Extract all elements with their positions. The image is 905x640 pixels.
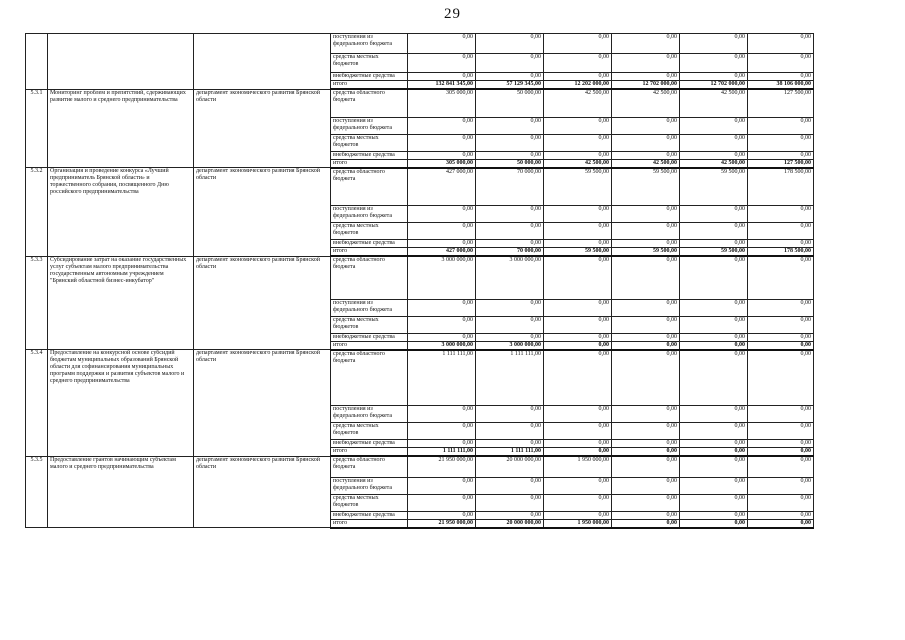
amount-cell: 0,00: [476, 511, 544, 519]
amount-cell: 0,00: [544, 151, 612, 159]
amount-cell: 0,00: [680, 240, 748, 248]
funding-source: средства местных бюджетов: [331, 494, 408, 511]
funding-source: средства местных бюджетов: [331, 134, 408, 151]
funding-source: внебюджетные средства: [331, 240, 408, 248]
amount-cell: 59 500,00: [680, 248, 748, 257]
amount-cell: 0,00: [748, 299, 814, 316]
amount-cell: 0,00: [680, 511, 748, 519]
amount-cell: 0,00: [544, 406, 612, 423]
amount-cell: 0,00: [612, 456, 680, 477]
activity-name: Мониторинг проблем и препятствий, сдерживающих развитие малого и среднего предпринимательства: [48, 89, 194, 168]
amount-cell: 0,00: [476, 423, 544, 440]
amount-cell: 0,00: [544, 223, 612, 240]
activity-code: 5.3.4: [26, 350, 48, 457]
amount-cell: 0,00: [408, 34, 476, 54]
amount-cell: 0,00: [476, 54, 544, 73]
amount-cell: 0,00: [748, 117, 814, 134]
amount-cell: 0,00: [476, 240, 544, 248]
amount-cell: 0,00: [612, 151, 680, 159]
amount-cell: 0,00: [680, 440, 748, 448]
activity-code: 5.3.5: [26, 456, 48, 528]
amount-cell: 305 000,00: [408, 89, 476, 117]
executor: департамент экономического развития Брянской области: [194, 168, 331, 257]
budget-table: [25, 33, 814, 529]
executor: департамент экономического развития Брянской области: [194, 256, 331, 350]
amount-cell: 0,00: [680, 519, 748, 528]
amount-cell: 0,00: [612, 440, 680, 448]
amount-cell: 0,00: [544, 73, 612, 81]
amount-cell: 59 500,00: [680, 168, 748, 206]
amount-cell: 0,00: [408, 151, 476, 159]
amount-cell: 42 500,00: [680, 89, 748, 117]
amount-cell: 132 841 345,00: [408, 81, 476, 90]
amount-cell: 0,00: [476, 223, 544, 240]
amount-cell: 0,00: [680, 350, 748, 406]
amount-cell: 0,00: [748, 54, 814, 73]
amount-cell: 0,00: [408, 117, 476, 134]
amount-cell: 0,00: [544, 299, 612, 316]
table-row: [26, 89, 814, 117]
activity-name: Предоставление на конкурсной основе субсидий бюджетам муниципальных образований Брянской области для софинансирования муниципальных программ поддержки и развития субъектов малого и среднего предпринимательства: [48, 350, 194, 457]
amount-cell: 38 106 000,00: [748, 81, 814, 90]
amount-cell: 0,00: [408, 240, 476, 248]
executor: [194, 34, 331, 90]
amount-cell: 50 000,00: [476, 89, 544, 117]
funding-source: внебюджетные средства: [331, 73, 408, 81]
amount-cell: 0,00: [612, 511, 680, 519]
amount-cell: 0,00: [408, 423, 476, 440]
amount-cell: 0,00: [612, 256, 680, 299]
amount-cell: 0,00: [544, 117, 612, 134]
table-row: [26, 256, 814, 299]
amount-cell: 57 129 345,00: [476, 81, 544, 90]
amount-cell: 0,00: [748, 456, 814, 477]
amount-cell: 12 702 000,00: [612, 81, 680, 90]
funding-source: внебюджетные средства: [331, 511, 408, 519]
amount-cell: 1 111 111,00: [408, 350, 476, 406]
amount-cell: 0,00: [748, 494, 814, 511]
amount-cell: 0,00: [748, 350, 814, 406]
amount-cell: 427 000,00: [408, 168, 476, 206]
table-row: [26, 350, 814, 406]
amount-cell: 0,00: [408, 494, 476, 511]
amount-cell: 42 500,00: [612, 159, 680, 168]
amount-cell: 0,00: [612, 477, 680, 494]
amount-cell: 0,00: [612, 223, 680, 240]
amount-cell: 0,00: [680, 34, 748, 54]
funding-source: средства областного бюджета: [331, 256, 408, 299]
amount-cell: 0,00: [612, 406, 680, 423]
funding-source: итого: [331, 159, 408, 168]
amount-cell: 127 500,00: [748, 159, 814, 168]
amount-cell: 21 950 000,00: [408, 519, 476, 528]
funding-source: итого: [331, 248, 408, 257]
amount-cell: 0,00: [612, 54, 680, 73]
activity-name: Предоставление грантов начинающим субъектам малого и среднего предпринимательства: [48, 456, 194, 528]
amount-cell: 0,00: [408, 333, 476, 341]
amount-cell: 0,00: [680, 256, 748, 299]
amount-cell: 0,00: [680, 151, 748, 159]
amount-cell: 70 000,00: [476, 168, 544, 206]
amount-cell: 0,00: [612, 316, 680, 333]
funding-source: поступления из федерального бюджета: [331, 477, 408, 494]
amount-cell: 1 111 111,00: [476, 350, 544, 406]
amount-cell: 0,00: [612, 494, 680, 511]
amount-cell: 0,00: [680, 341, 748, 350]
activity-name: Субсидирование затрат на оказание государственных услуг субъектам малого предпринимательства государственным автономным учреждением "Брянский областной бизнес-инкубатор": [48, 256, 194, 350]
amount-cell: 0,00: [476, 299, 544, 316]
amount-cell: 0,00: [544, 134, 612, 151]
funding-source: средства местных бюджетов: [331, 54, 408, 73]
amount-cell: 0,00: [408, 223, 476, 240]
table-row: [26, 168, 814, 206]
amount-cell: 0,00: [680, 117, 748, 134]
amount-cell: 0,00: [680, 456, 748, 477]
amount-cell: 0,00: [680, 134, 748, 151]
funding-source: средства областного бюджета: [331, 89, 408, 117]
amount-cell: 0,00: [748, 477, 814, 494]
amount-cell: 0,00: [748, 223, 814, 240]
amount-cell: 3 000 000,00: [408, 256, 476, 299]
amount-cell: 0,00: [748, 151, 814, 159]
amount-cell: 0,00: [680, 299, 748, 316]
amount-cell: 0,00: [612, 423, 680, 440]
amount-cell: 0,00: [476, 477, 544, 494]
funding-source: итого: [331, 81, 408, 90]
amount-cell: 0,00: [748, 73, 814, 81]
amount-cell: 0,00: [476, 494, 544, 511]
executor: департамент экономического развития Брянской области: [194, 89, 331, 168]
amount-cell: 178 500,00: [748, 168, 814, 206]
amount-cell: 0,00: [680, 406, 748, 423]
amount-cell: 1 111 111,00: [408, 448, 476, 457]
amount-cell: 0,00: [544, 440, 612, 448]
amount-cell: 0,00: [612, 117, 680, 134]
amount-cell: 0,00: [748, 511, 814, 519]
amount-cell: 0,00: [680, 223, 748, 240]
amount-cell: 0,00: [748, 423, 814, 440]
amount-cell: 42 500,00: [612, 89, 680, 117]
funding-source: внебюджетные средства: [331, 333, 408, 341]
amount-cell: 0,00: [748, 519, 814, 528]
amount-cell: 0,00: [680, 448, 748, 457]
amount-cell: 0,00: [748, 406, 814, 423]
amount-cell: 59 500,00: [612, 168, 680, 206]
amount-cell: 0,00: [408, 54, 476, 73]
amount-cell: 0,00: [544, 206, 612, 223]
amount-cell: 1 950 000,00: [544, 519, 612, 528]
funding-source: поступления из федерального бюджета: [331, 299, 408, 316]
amount-cell: 0,00: [680, 494, 748, 511]
amount-cell: 0,00: [748, 316, 814, 333]
amount-cell: 0,00: [476, 316, 544, 333]
amount-cell: 0,00: [476, 206, 544, 223]
amount-cell: 0,00: [612, 206, 680, 223]
amount-cell: 0,00: [544, 240, 612, 248]
amount-cell: 70 000,00: [476, 248, 544, 257]
amount-cell: 305 000,00: [408, 159, 476, 168]
amount-cell: 0,00: [544, 34, 612, 54]
amount-cell: 0,00: [748, 341, 814, 350]
activity-code: [26, 34, 48, 90]
amount-cell: 0,00: [476, 134, 544, 151]
funding-source: внебюджетные средства: [331, 440, 408, 448]
funding-source: поступления из федерального бюджета: [331, 34, 408, 54]
amount-cell: 0,00: [544, 494, 612, 511]
amount-cell: 50 000,00: [476, 159, 544, 168]
amount-cell: 0,00: [544, 341, 612, 350]
amount-cell: 0,00: [680, 333, 748, 341]
amount-cell: 0,00: [408, 477, 476, 494]
amount-cell: 1 111 111,00: [476, 448, 544, 457]
amount-cell: 59 500,00: [544, 168, 612, 206]
funding-source: средства местных бюджетов: [331, 223, 408, 240]
amount-cell: 3 000 000,00: [408, 341, 476, 350]
activity-code: 5.3.3: [26, 256, 48, 350]
amount-cell: 20 000 000,00: [476, 519, 544, 528]
amount-cell: 178 500,00: [748, 248, 814, 257]
table-row: [26, 34, 814, 54]
amount-cell: 0,00: [544, 448, 612, 457]
amount-cell: 3 000 000,00: [476, 341, 544, 350]
amount-cell: 0,00: [476, 151, 544, 159]
amount-cell: 42 500,00: [680, 159, 748, 168]
amount-cell: 0,00: [612, 448, 680, 457]
amount-cell: 0,00: [748, 448, 814, 457]
funding-source: поступления из федерального бюджета: [331, 206, 408, 223]
funding-source: итого: [331, 519, 408, 528]
executor: департамент экономического развития Брянской области: [194, 456, 331, 528]
amount-cell: 0,00: [408, 511, 476, 519]
amount-cell: 0,00: [612, 350, 680, 406]
amount-cell: 0,00: [612, 134, 680, 151]
amount-cell: 0,00: [680, 54, 748, 73]
amount-cell: 20 000 000,00: [476, 456, 544, 477]
amount-cell: 0,00: [408, 299, 476, 316]
amount-cell: 0,00: [748, 34, 814, 54]
amount-cell: 0,00: [544, 256, 612, 299]
amount-cell: 0,00: [544, 350, 612, 406]
amount-cell: 0,00: [476, 406, 544, 423]
funding-source: внебюджетные средства: [331, 151, 408, 159]
amount-cell: 0,00: [408, 134, 476, 151]
amount-cell: 0,00: [680, 73, 748, 81]
funding-source: средства областного бюджета: [331, 456, 408, 477]
amount-cell: 0,00: [476, 73, 544, 81]
amount-cell: 0,00: [544, 511, 612, 519]
activity-name: Организация и проведение конкурса «Лучший предприниматель Брянской области» и торжественного собрания, посвященного Дню российского предпринимательства: [48, 168, 194, 257]
executor: департамент экономического развития Брянской области: [194, 350, 331, 457]
funding-source: итого: [331, 341, 408, 350]
amount-cell: 0,00: [680, 423, 748, 440]
amount-cell: 0,00: [612, 34, 680, 54]
amount-cell: 0,00: [612, 519, 680, 528]
amount-cell: 0,00: [476, 440, 544, 448]
funding-source: итого: [331, 448, 408, 457]
amount-cell: 3 000 000,00: [476, 256, 544, 299]
amount-cell: 0,00: [612, 299, 680, 316]
amount-cell: 0,00: [612, 341, 680, 350]
amount-cell: 0,00: [408, 440, 476, 448]
amount-cell: 12 202 000,00: [544, 81, 612, 90]
amount-cell: 0,00: [408, 73, 476, 81]
amount-cell: 0,00: [408, 206, 476, 223]
amount-cell: 0,00: [748, 333, 814, 341]
amount-cell: 0,00: [748, 134, 814, 151]
amount-cell: 0,00: [748, 256, 814, 299]
activity-name: [48, 34, 194, 90]
amount-cell: 0,00: [476, 34, 544, 54]
amount-cell: 0,00: [408, 406, 476, 423]
amount-cell: 0,00: [612, 73, 680, 81]
amount-cell: 0,00: [544, 477, 612, 494]
amount-cell: 0,00: [612, 333, 680, 341]
amount-cell: 1 950 000,00: [544, 456, 612, 477]
funding-source: поступления из федерального бюджета: [331, 406, 408, 423]
amount-cell: 59 500,00: [544, 248, 612, 257]
funding-source: средства областного бюджета: [331, 168, 408, 206]
funding-source: средства местных бюджетов: [331, 316, 408, 333]
amount-cell: 0,00: [612, 240, 680, 248]
amount-cell: 0,00: [476, 117, 544, 134]
amount-cell: 0,00: [680, 477, 748, 494]
amount-cell: 21 950 000,00: [408, 456, 476, 477]
table-row: [26, 456, 814, 477]
amount-cell: 0,00: [748, 240, 814, 248]
amount-cell: 59 500,00: [612, 248, 680, 257]
funding-source: средства местных бюджетов: [331, 423, 408, 440]
amount-cell: 0,00: [748, 206, 814, 223]
activity-code: 5.3.2: [26, 168, 48, 257]
amount-cell: 0,00: [544, 333, 612, 341]
amount-cell: 0,00: [408, 316, 476, 333]
funding-source: средства областного бюджета: [331, 350, 408, 406]
page-number: 29: [444, 6, 461, 22]
amount-cell: 0,00: [544, 316, 612, 333]
amount-cell: 0,00: [476, 333, 544, 341]
amount-cell: 0,00: [748, 440, 814, 448]
amount-cell: 0,00: [680, 316, 748, 333]
amount-cell: 12 702 000,00: [680, 81, 748, 90]
funding-source: поступления из федерального бюджета: [331, 117, 408, 134]
amount-cell: 127 500,00: [748, 89, 814, 117]
amount-cell: 42 500,00: [544, 159, 612, 168]
activity-code: 5.3.1: [26, 89, 48, 168]
amount-cell: 0,00: [680, 206, 748, 223]
amount-cell: 0,00: [544, 54, 612, 73]
amount-cell: 0,00: [544, 423, 612, 440]
amount-cell: 42 500,00: [544, 89, 612, 117]
amount-cell: 427 000,00: [408, 248, 476, 257]
